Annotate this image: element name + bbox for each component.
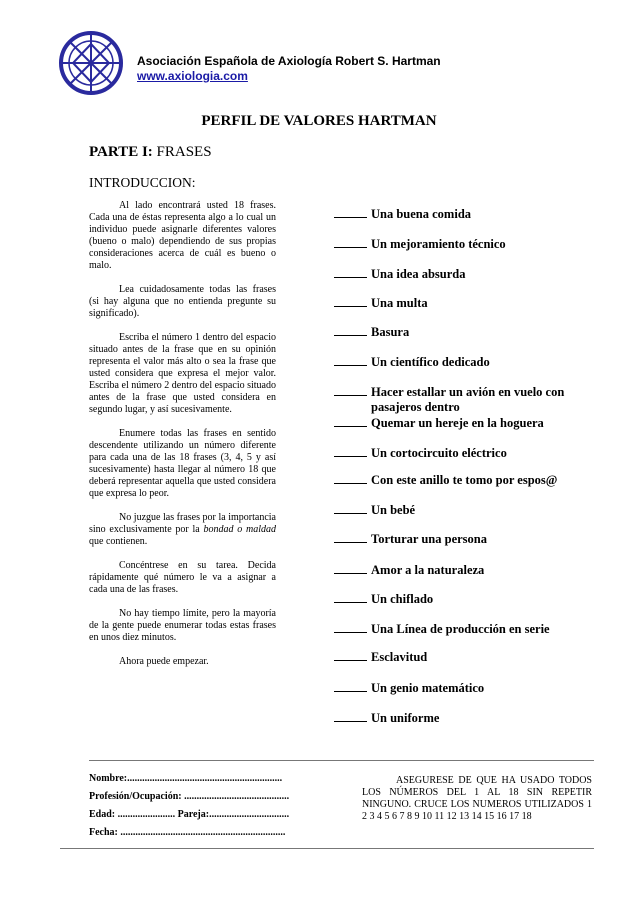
phrase-text: Un genio matemático: [371, 681, 485, 695]
instruction-text: que contienen.: [89, 536, 148, 547]
profession-field[interactable]: Profesión/Ocupación: ..........................................: [89, 791, 290, 802]
part-name: FRASES: [156, 144, 212, 160]
age-field[interactable]: Edad: .......................: [89, 809, 176, 820]
rank-blank[interactable]: [334, 445, 367, 457]
rank-blank[interactable]: [334, 710, 367, 722]
phrase-text: Esclavitud: [371, 650, 428, 664]
instruction-paragraph: [89, 512, 276, 548]
instruction-paragraph: No hay tiempo límite, pero la mayoría de la gente puede enumerar todas estas frases en unos diez minutos.: [89, 608, 276, 643]
phrase-item[interactable]: [334, 206, 471, 222]
phrase-item[interactable]: [334, 562, 484, 578]
instruction-paragraph: Lea cuidadosamente todas las frases (si hay alguna que no entienda pregunte su significado).: [89, 284, 276, 319]
phrase-item[interactable]: [334, 354, 490, 370]
instruction-paragraph: Ahora puede empezar.: [119, 656, 209, 667]
instruction-emphasis: bondad o maldad: [203, 524, 276, 535]
phrase-text: Amor a la naturaleza: [371, 563, 485, 577]
partner-field[interactable]: Pareja:................................: [177, 809, 290, 820]
rank-blank[interactable]: [334, 649, 367, 661]
phrase-text: Quemar un hereje en la hoguera: [371, 416, 544, 430]
phrase-item[interactable]: [334, 710, 439, 726]
instructions-column: [89, 200, 276, 668]
instruction-paragraph: Concéntrese en su tarea. Decida rápidamente qué número le va a asignar a cada una de las frases.: [89, 560, 276, 595]
name-field[interactable]: Nombre:..............................................................: [89, 773, 283, 784]
association-logo: [58, 30, 124, 96]
phrase-item[interactable]: [334, 445, 507, 461]
rank-blank[interactable]: [334, 206, 367, 218]
phrase-text: Un uniforme: [371, 711, 440, 725]
reminder-text: ASEGURESE DE QUE HA USADO TODOS LOS NÚMEROS DEL 1 AL 18 SIN REPETIR NINGUNO. CRUCE LOS NUMEROS UTILIZADOS 1 2 3 4 5 6 7 8 9 10 11 12 13 14 15 16 17 18: [362, 775, 592, 822]
phrase-text: Un bebé: [371, 503, 416, 517]
rank-blank[interactable]: [334, 354, 367, 366]
phrase-text: Una buena comida: [371, 207, 472, 221]
phrase-item[interactable]: [334, 324, 409, 340]
instruction-paragraph: Enumere todas las frases en sentido descendente utilizando un número diferente para cada una de las 18 frases (3, 4, 5 y así sucesivamente) hasta llegar al número 18 que deberá representar aquella que usted considera que expresa lo peor.: [89, 428, 276, 499]
phrase-text-continuation: pasajeros dentro: [371, 400, 460, 414]
age-partner-row: [89, 806, 289, 824]
instruction-paragraph: Escriba el número 1 dentro del espacio situado antes de la frase que en su opinión representa el valor más alto o sea la frase que usted considera que expresa el mejor valor. Escriba el número 2 dentro del espacio situado antes de la frase que usted considera en segundo lugar, y así sucesivamente.: [89, 332, 276, 415]
phrase-item[interactable]: [334, 680, 484, 696]
phrase-item[interactable]: [334, 384, 564, 415]
phrase-item[interactable]: [334, 621, 550, 637]
instruction-paragraph: Al lado encontrará usted 18 frases. Cada una de éstas representa algo a lo cual un individuo puede asignarle diferentes valores (bueno o malo) dependiendo de sus propias consideraciones acerca de cuál es bueno o malo.: [89, 200, 276, 271]
phrase-text: Un mejoramiento técnico: [371, 237, 506, 251]
rank-blank[interactable]: [334, 562, 367, 574]
phrase-item[interactable]: [334, 415, 544, 431]
rank-blank[interactable]: [334, 531, 367, 543]
part-label: PARTE I:: [89, 144, 153, 160]
phrase-text: Una Línea de producción en serie: [371, 622, 550, 636]
phrase-item[interactable]: [334, 236, 506, 252]
phrase-text: Una multa: [371, 296, 428, 310]
footer-divider: [60, 848, 594, 849]
phrase-item[interactable]: [334, 502, 415, 518]
rank-blank[interactable]: [334, 266, 367, 278]
phrase-text: Un chiflado: [371, 592, 434, 606]
phrase-text: Una idea absurda: [371, 267, 466, 281]
rank-blank[interactable]: [334, 384, 367, 396]
part-heading: [89, 144, 212, 161]
respondent-form: [89, 770, 289, 842]
phrase-item[interactable]: [334, 649, 427, 665]
phrase-item[interactable]: [334, 295, 428, 311]
phrase-item[interactable]: [334, 472, 557, 488]
phrase-text: Un cortocircuito eléctrico: [371, 446, 507, 460]
organization-website-link[interactable]: www.axiologia.com: [137, 69, 248, 83]
rank-blank[interactable]: [334, 680, 367, 692]
document-title: PERFIL DE VALORES HARTMAN: [201, 113, 437, 129]
numbers-reminder: [362, 775, 592, 823]
rank-blank[interactable]: [334, 415, 367, 427]
rank-blank[interactable]: [334, 295, 367, 307]
rank-blank[interactable]: [334, 472, 367, 484]
section-divider: [89, 760, 594, 761]
phrase-text: Con este anillo te tomo por espos@: [371, 473, 558, 487]
rank-blank[interactable]: [334, 621, 367, 633]
phrase-item[interactable]: [334, 266, 465, 282]
instruction-text: No juzgue las frases por la importancia sino exclusivamente por la: [89, 512, 276, 535]
phrase-text: Torturar una persona: [371, 532, 487, 546]
rank-blank[interactable]: [334, 591, 367, 603]
date-field[interactable]: Fecha: ..................................................................: [89, 827, 286, 838]
rank-blank[interactable]: [334, 236, 367, 248]
rank-blank[interactable]: [334, 502, 367, 514]
phrase-text: Un científico dedicado: [371, 355, 490, 369]
organization-name: Asociación Española de Axiología Robert S. Hartman: [137, 54, 441, 68]
introduction-heading: INTRODUCCION:: [89, 175, 196, 190]
phrase-item[interactable]: [334, 591, 433, 607]
phrase-text: Basura: [371, 325, 410, 339]
rank-blank[interactable]: [334, 324, 367, 336]
phrase-item[interactable]: [334, 531, 487, 547]
phrase-text: Hacer estallar un avión en vuelo con: [371, 385, 565, 399]
